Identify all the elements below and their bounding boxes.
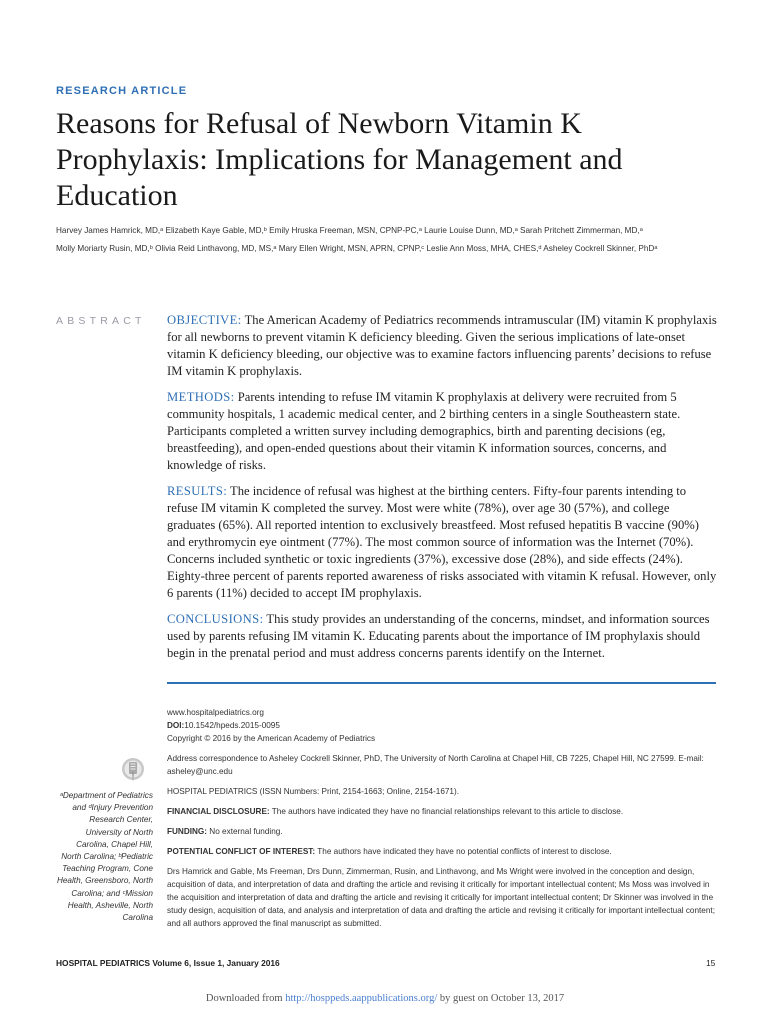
journal-website-link[interactable]: www.hospitalpediatrics.org bbox=[167, 708, 264, 717]
results-text: The incidence of refusal was highest at the birthing centers. Fifty-four parents intending to refuse IM vitamin K completed the survey. Most were white (78%), over age 30 (57%), and college graduates (65%). All reported intention to exclusively breastfeed. Most refused hepatitis B vaccine (90%) and erythromycin eye ointment (77%). The most common source of information was the Internet (70%). Concerns included synthetic or toxic ingredients (37%), excessive dose (28%), and side effects (24%). Eighty-three percent of parents reported awareness of risks associated with vitamin K refusal. However, only 6 parents (11%) decided to accept IM prophylaxis. bbox=[167, 484, 717, 600]
article-type-label: RESEARCH ARTICLE bbox=[56, 85, 188, 97]
abstract-results bbox=[167, 483, 717, 602]
abstract-methods bbox=[167, 389, 717, 474]
doi-link[interactable]: 10.1542/hpeds.2015-0095 bbox=[184, 721, 280, 730]
objective-text: The American Academy of Pediatrics recommends intramuscular (IM) vitamin K prophylaxis for all newborns to prevent vitamin K deficiency bleeding. Given the serious implications of late-onset vitamin K deficiency bleeding, our objective was to examine factors influencing parents’ decisions to refuse IM vitamin K prophylaxis. bbox=[167, 313, 717, 378]
download-notice: Downloaded from http://hosppeds.aappublications.org/ by guest on October 13, 2017 bbox=[205, 993, 565, 1004]
abstract-body bbox=[167, 312, 717, 671]
conflict-label: POTENTIAL CONFLICT OF INTEREST: bbox=[167, 847, 316, 856]
financial-disclosure: FINANCIAL DISCLOSURE: The authors have indicated they have no financial relationships relevant to this article to disclose. bbox=[167, 807, 624, 816]
doi-label: DOI: bbox=[167, 721, 185, 730]
conflict-of-interest: POTENTIAL CONFLICT OF INTEREST: The authors have indicated they have no potential conflicts of interest to disclose. bbox=[167, 847, 612, 856]
article-info bbox=[167, 706, 722, 930]
funding-line: FUNDING: No external funding. bbox=[167, 827, 283, 836]
conclusions-text: This study provides an understanding of the concerns, mindset, and information sources used by parents refusing IM vitamin K. Educating parents about the importance of IM prophylaxis should begin in the prenatal period and must address concerns parents identify on the Internet. bbox=[167, 612, 710, 660]
conclusions-label: CONCLUSIONS: bbox=[167, 612, 264, 626]
author-affiliations: ᵃDepartment of Pediatrics and ᵈInjury Prevention Research Center, University of North Carolina, Chapel Hill, North Carolina; ᵇPediatric Teaching Program, Cone Health, Greensboro, North Carolina; and ᶜMission Health, Asheville, North Carolina bbox=[56, 791, 153, 923]
download-source-link[interactable]: http://hosppeds.aappublications.org/ bbox=[285, 993, 438, 1004]
abstract-heading: ABSTRACT bbox=[56, 315, 146, 327]
crossmark-icon[interactable] bbox=[121, 757, 145, 783]
objective-label: OBJECTIVE: bbox=[167, 313, 242, 327]
methods-label: METHODS: bbox=[167, 390, 235, 404]
correspondence-address: Address correspondence to Asheley Cockrell Skinner, PhD, The University of North Carolina at Chapel Hill, CB 7225, Chapel Hill, NC 27599. E-mail: asheley@unc.edu bbox=[167, 754, 704, 776]
authors-line-2: Molly Moriarty Rusin, MD,ᵇ Olivia Reid Linthavong, MD, MS,ᵃ Mary Ellen Wright, MSN, APRN, CPNP,ᶜ Leslie Ann Moss, MHA, CHES,ᵈ Asheley Cockrell Skinner, PhDᵃ bbox=[56, 244, 658, 253]
issn-line: HOSPITAL PEDIATRICS (ISSN Numbers: Print, 2154-1663; Online, 2154-1671). bbox=[167, 787, 459, 796]
methods-text: Parents intending to refuse IM vitamin K prophylaxis at delivery were recruited from 5 community hospitals, 1 academic medical center, and 2 birthing centers in a single Southeastern state. Participants completed a written survey including demographics, birth and parenting decisions (eg, breastfeeding), and open-ended questions about their vitamin K information sources, concerns, and knowledge of risks. bbox=[167, 390, 681, 472]
results-label: RESULTS: bbox=[167, 484, 228, 498]
funding-label: FUNDING: bbox=[167, 827, 208, 836]
authors-line-1: Harvey James Hamrick, MD,ᵃ Elizabeth Kaye Gable, MD,ᵇ Emily Hruska Freeman, MSN, CPNP-PC,ᵃ Laurie Louise Dunn, MD,ᵃ Sarah Pritchett Zimmerman, MD,ᵃ bbox=[56, 226, 643, 235]
section-divider bbox=[167, 682, 716, 684]
author-contributions: Drs Hamrick and Gable, Ms Freeman, Drs Dunn, Zimmerman, Rusin, and Linthavong, and Ms Wright were involved in the conception and design, acquisition of data, and interpretation of data and drafting the article and revising it critically for important intellectual content; Ms Moss was involved in the acquisition and interpretation of data and drafting the article and revising it critically for important intellectual content; Dr Skinner was involved in the study design, acquisition of data, and analysis and interpretation of data and drafting the article and revising it critically for important intellectual content; and all authors approved the final manuscript as submitted. bbox=[167, 867, 715, 928]
journal-footer: HOSPITAL PEDIATRICS Volume 6, Issue 1, January 2016 bbox=[56, 958, 280, 968]
page-number: 15 bbox=[706, 958, 716, 968]
author-list bbox=[56, 222, 736, 258]
financial-label: FINANCIAL DISCLOSURE: bbox=[167, 807, 270, 816]
doi-line bbox=[167, 719, 722, 732]
article-title: Reasons for Refusal of Newborn Vitamin K Prophylaxis: Implications for Management and Education bbox=[56, 107, 623, 212]
abstract-conclusions bbox=[167, 611, 717, 662]
abstract-objective bbox=[167, 312, 717, 380]
copyright-line: Copyright © 2016 by the American Academy of Pediatrics bbox=[167, 734, 376, 743]
